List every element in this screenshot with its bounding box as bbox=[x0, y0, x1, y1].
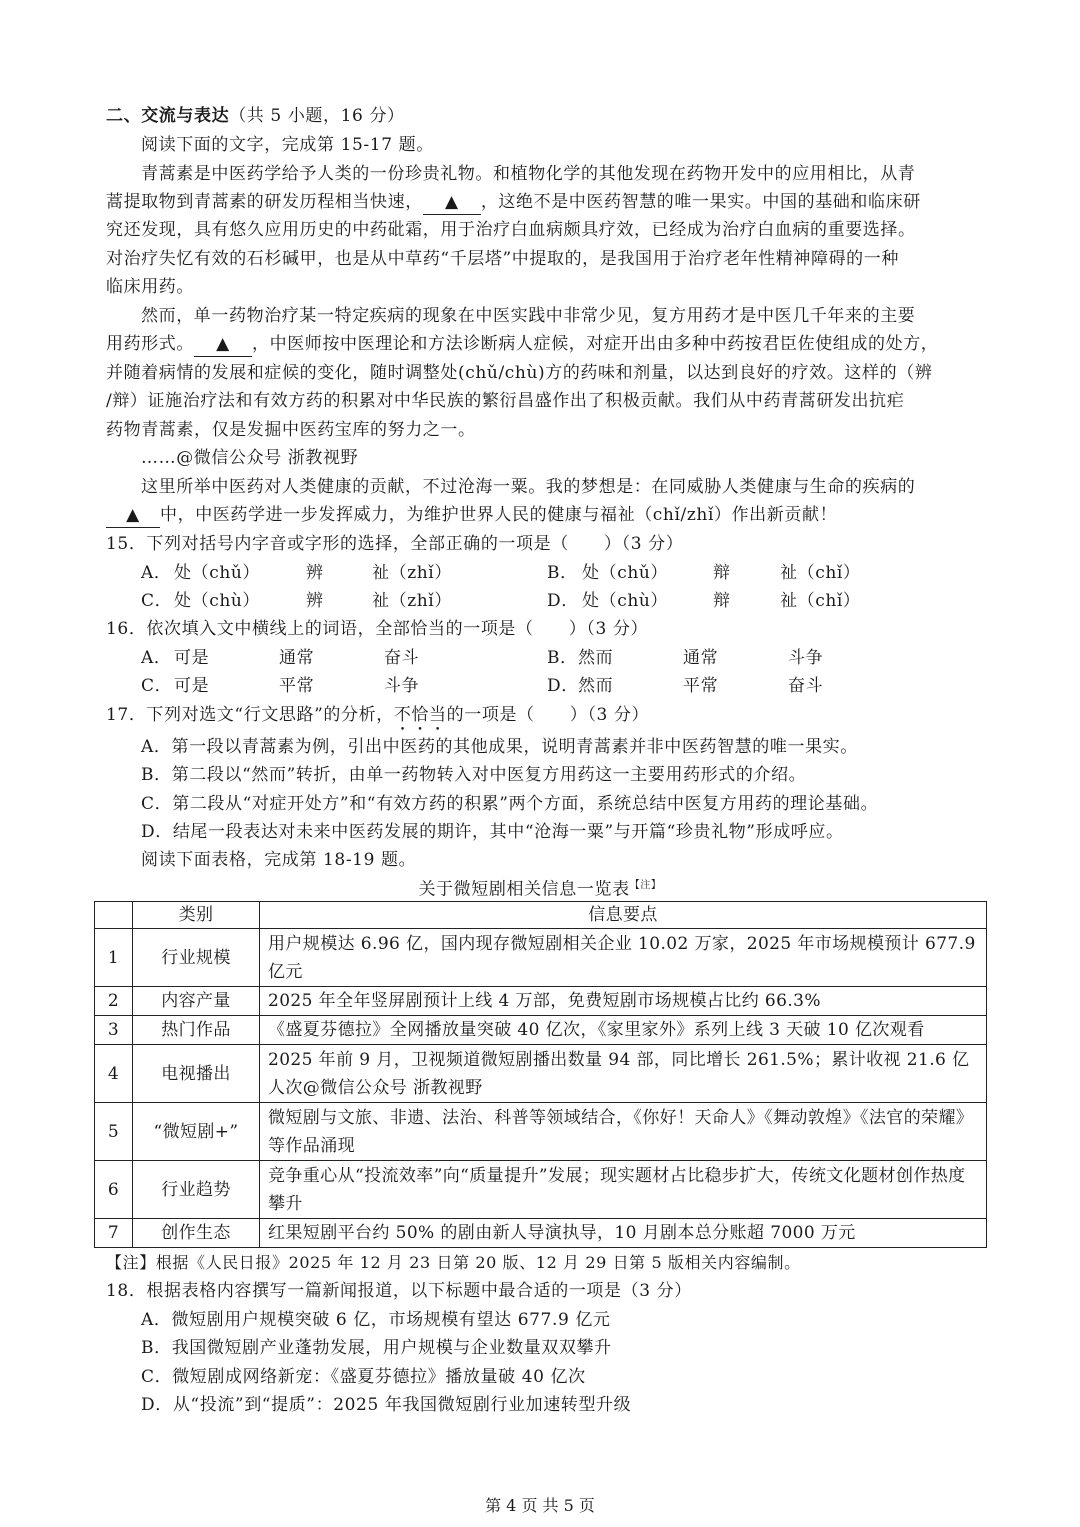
row-category: 内容产量 bbox=[133, 987, 260, 1016]
row-number: 6 bbox=[95, 1161, 133, 1219]
q17-option: A．第一段以青蒿素为例，引出中医药的其他成果，说明青蒿素并非中医药智慧的唯一果实。 bbox=[141, 737, 858, 757]
option-letter: C． bbox=[141, 591, 173, 611]
option-item: 平常 bbox=[279, 676, 315, 696]
passage-line bbox=[0, 332, 1080, 357]
passage-text: ，这绝不是中医药智慧的唯一果实。中国的基础和临床研 bbox=[480, 192, 921, 212]
section-heading-rest: （共 5 小题，16 分） bbox=[229, 106, 405, 126]
row-number: 5 bbox=[95, 1103, 133, 1161]
table-header-cell: 信息要点 bbox=[260, 902, 987, 929]
q18-option: C．微短剧成网络新宠：《盛夏芬德拉》播放量破 40 亿次 bbox=[141, 1367, 586, 1387]
passage-line: 药物青蒿素，仅是发掘中医药宝库的努力之一。 bbox=[106, 420, 476, 440]
option-letter: D． bbox=[547, 591, 579, 611]
option-letter: B． bbox=[547, 563, 578, 583]
table-header-row bbox=[95, 902, 987, 929]
q17-option: C．第二段从“对症开处方”和“有效方药的积累”两个方面，系统总结中医复方用药的理论基础。 bbox=[141, 794, 879, 814]
row-number: 4 bbox=[95, 1045, 133, 1103]
row-number: 7 bbox=[95, 1219, 133, 1248]
option-item: 祉（zhǐ） bbox=[372, 563, 452, 583]
option-item: 斗争 bbox=[384, 676, 420, 696]
row-info: 2025 年前 9 月，卫视频道微短剧播出数量 94 部，同比增长 261.5%；累计收视 21.6 亿人次@微信公众号 浙教视野 bbox=[260, 1045, 987, 1103]
passage-text: ，中医师按中医理论和方法诊断病人症候，对症开出由多种中药按君臣佐使组成的处方， bbox=[252, 334, 939, 354]
passage-line: 临床用药。 bbox=[106, 277, 194, 297]
row-info: 微短剧与文旅、非遗、法治、科普等领域结合，《你好！天命人》《舞动敦煌》《法官的荣耀》等作品涌现 bbox=[260, 1103, 987, 1161]
table-row bbox=[95, 1103, 987, 1161]
q17-option: B．第二段以“然而”转折，由单一药物转入对中医复方用药这一主要用药形式的介绍。 bbox=[141, 765, 807, 785]
q17-option: D．结尾一段表达对未来中医药发展的期许，其中“沧海一粟”与开篇“珍贵礼物”形成呼应。 bbox=[141, 822, 844, 842]
section-heading-bold: 二、交流与表达 bbox=[106, 106, 230, 126]
option-item: 辩 bbox=[713, 591, 731, 611]
passage-text: 用药形式。 bbox=[106, 334, 194, 354]
table-title-text: 关于微短剧相关信息一览表 bbox=[418, 879, 630, 900]
passage-line: /辩）证施治疗法和有效方药的积累对中华民族的繁衍昌盛作出了积极贡献。我们从中药青蒿研发出抗疟 bbox=[106, 391, 905, 411]
row-number: 1 bbox=[95, 929, 133, 987]
question-15-stem: 15．下列对括号内字音或字形的选择，全部正确的一项是（ ）（3 分） bbox=[106, 534, 684, 554]
passage-text: 中，中医药学进一步发挥威力，为维护世界人民的健康与福祉（chǐ/zhǐ）作出新贡献！ bbox=[160, 505, 838, 525]
option-item: 处（chǔ） bbox=[582, 563, 669, 583]
option-item: 祉（zhǐ） bbox=[372, 591, 452, 611]
q18-option: D．从“投流”到“提质”：2025 年我国微短剧行业加速转型升级 bbox=[141, 1395, 632, 1415]
passage-line: 然而，单一药物治疗某一特定疾病的现象在中医实践中非常少见，复方用药才是中医几千年来的主要 bbox=[141, 306, 916, 326]
option-letter: B． bbox=[547, 648, 578, 668]
option-item: 然而 bbox=[578, 676, 614, 696]
table-row bbox=[95, 1219, 987, 1248]
table-title bbox=[0, 874, 1080, 902]
stem-text: 17．下列对选文“行文思路”的分析， bbox=[106, 705, 394, 725]
info-table bbox=[94, 901, 987, 1248]
passage-text: 蒿提取物到青蒿素的研发历程相当快速， bbox=[106, 192, 423, 212]
page-footer: 第 4 页 共 5 页 bbox=[485, 1496, 595, 1515]
q18-option: B．我国微短剧产业蓬勃发展，用户规模与企业数量双双攀升 bbox=[141, 1338, 612, 1358]
option-item: 通常 bbox=[279, 648, 315, 668]
table-row bbox=[95, 929, 987, 987]
row-info: 《盛夏芬德拉》全网播放量突破 40 亿次，《家里家外》系列上线 3 天破 10 亿次观看 bbox=[260, 1016, 987, 1045]
row-info: 红果短剧平台约 50% 的剧由新人导演执导，10 月剧本总分账超 7000 万元 bbox=[260, 1219, 987, 1248]
option-letter: C． bbox=[141, 676, 173, 696]
question-17-stem bbox=[0, 703, 1080, 735]
row-number: 2 bbox=[95, 987, 133, 1016]
passage-line: 青蒿素是中医药学给予人类的一份珍贵礼物。和植物化学的其他发现在药物开发中的应用相比，从青 bbox=[141, 164, 916, 184]
option-item: 可是 bbox=[174, 676, 210, 696]
table-row bbox=[95, 987, 987, 1016]
passage-line: 对治疗失忆有效的石杉碱甲，也是从中草药“千层塔”中提取的，是我国用于治疗老年性精神障碍的一种 bbox=[106, 249, 899, 269]
option-item: 辨 bbox=[306, 563, 324, 583]
passage-line: 这里所举中医药对人类健康的贡献，不过沧海一粟。我的梦想是：在同威胁人类健康与生命的疾病的 bbox=[141, 477, 916, 497]
fill-blank-3: ▲ bbox=[106, 503, 160, 528]
option-letter: D． bbox=[547, 676, 579, 696]
reading-intro: 阅读下面的文字，完成第 15-17 题。 bbox=[141, 135, 434, 155]
option-item: 奋斗 bbox=[788, 676, 824, 696]
stem-text: 的一项是（ ）（3 分） bbox=[446, 705, 650, 725]
table-row bbox=[95, 1045, 987, 1103]
table-header-cell bbox=[95, 902, 133, 929]
table-header-cell: 类别 bbox=[133, 902, 260, 929]
option-letter: A． bbox=[141, 648, 172, 668]
passage-line bbox=[0, 190, 1080, 215]
table-title-note-mark: 【注】 bbox=[629, 880, 662, 891]
passage-line: 并随着病情的发展和症候的变化，随时调整处(chǔ/chù)方的药味和剂量，以达到良好的疗效。这样的（辨 bbox=[106, 363, 933, 383]
row-info: 用户规模达 6.96 亿，国内现存微短剧相关企业 10.02 万家，2025 年市场规模预计 677.9 亿元 bbox=[260, 929, 987, 987]
watermark-line: ……@微信公众号 浙教视野 bbox=[141, 448, 359, 468]
row-category: 电视播出 bbox=[133, 1045, 260, 1103]
option-item: 祉（chǐ） bbox=[780, 591, 861, 611]
row-info: 竞争重心从“投流效率”向“质量提升”发展；现实题材占比稳步扩大，传统文化题材创作热度攀升 bbox=[260, 1161, 987, 1219]
option-item: 辩 bbox=[713, 563, 731, 583]
option-item: 平常 bbox=[683, 676, 719, 696]
table-row bbox=[95, 1161, 987, 1219]
question-18-stem: 18．根据表格内容撰写一篇新闻报道，以下标题中最合适的一项是（3 分） bbox=[106, 1281, 692, 1301]
section-heading bbox=[0, 104, 1080, 128]
q18-option: A．微短剧用户规模突破 6 亿，市场规模有望达 677.9 亿元 bbox=[141, 1310, 611, 1330]
row-category: 创作生态 bbox=[133, 1219, 260, 1248]
option-item: 辨 bbox=[306, 591, 324, 611]
table-row bbox=[95, 1016, 987, 1045]
option-item: 祉（chǐ） bbox=[780, 563, 861, 583]
option-item: 然而 bbox=[578, 648, 614, 668]
table-note: 【注】根据《人民日报》2025 年 12 月 23 日第 20 版、12 月 29 日第 5 版相关内容编制。 bbox=[106, 1253, 801, 1272]
passage-line bbox=[0, 503, 1080, 528]
row-category: 行业规模 bbox=[133, 929, 260, 987]
option-item: 斗争 bbox=[788, 648, 824, 668]
option-item: 奋斗 bbox=[384, 648, 420, 668]
stem-emphasis: 不恰当 bbox=[393, 705, 447, 725]
option-item: 处（chǔ） bbox=[174, 563, 261, 583]
row-category: 行业趋势 bbox=[133, 1161, 260, 1219]
row-info: 2025 年全年竖屏剧预计上线 4 万部，免费短剧市场规模占比约 66.3% bbox=[260, 987, 987, 1016]
fill-blank-1: ▲ bbox=[423, 190, 481, 215]
row-number: 3 bbox=[95, 1016, 133, 1045]
option-item: 处（chù） bbox=[174, 591, 261, 611]
option-item: 可是 bbox=[174, 648, 210, 668]
option-item: 处（chù） bbox=[582, 591, 669, 611]
option-item: 通常 bbox=[683, 648, 719, 668]
fill-blank-2: ▲ bbox=[194, 332, 252, 357]
row-category: “微短剧+” bbox=[133, 1103, 260, 1161]
passage-line: 究还发现，具有悠久应用历史的中药砒霜，用于治疗白血病颇具疗效，已经成为治疗白血病的重要选择。 bbox=[106, 220, 916, 240]
row-category: 热门作品 bbox=[133, 1016, 260, 1045]
table-intro: 阅读下面表格，完成第 18-19 题。 bbox=[141, 850, 417, 870]
question-16-stem: 16．依次填入文中横线上的词语，全部恰当的一项是（ ）（3 分） bbox=[106, 619, 649, 639]
option-letter: A． bbox=[141, 563, 172, 583]
